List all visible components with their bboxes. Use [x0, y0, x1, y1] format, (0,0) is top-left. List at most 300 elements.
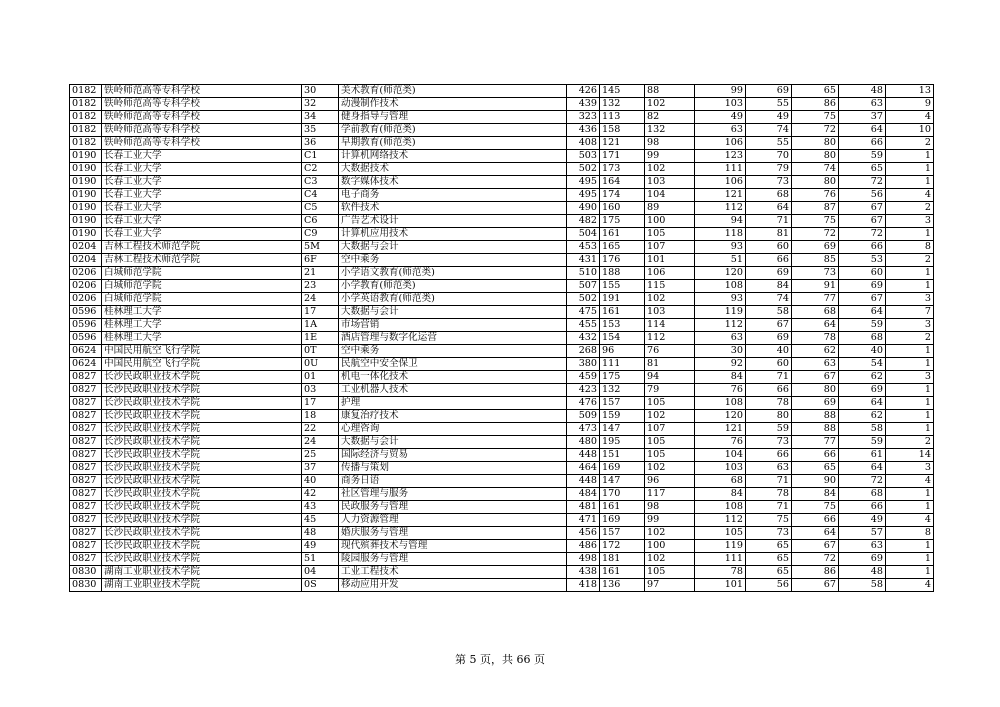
- school-name-cell: 白城师范学院: [102, 267, 302, 280]
- school-code-cell: 0624: [70, 358, 102, 371]
- score-cell: 172: [600, 540, 645, 553]
- score-cell: 64: [746, 202, 792, 215]
- school-name-cell: 长沙民政职业技术学院: [102, 462, 302, 475]
- rank-cell: 4: [886, 514, 934, 527]
- major-code-cell: 37: [302, 462, 339, 475]
- school-name-cell: 长春工业大学: [102, 215, 302, 228]
- score-cell: 107: [645, 423, 695, 436]
- major-code-cell: 03: [302, 384, 339, 397]
- school-name-cell: 长春工业大学: [102, 189, 302, 202]
- major-name-cell: 数字媒体技术: [339, 176, 567, 189]
- score-cell: 102: [645, 410, 695, 423]
- major-code-cell: 17: [302, 306, 339, 319]
- score-cell: 58: [746, 306, 792, 319]
- major-name-cell: 市场营销: [339, 319, 567, 332]
- school-name-cell: 长春工业大学: [102, 202, 302, 215]
- score-cell: 157: [600, 397, 645, 410]
- rank-cell: 1: [886, 163, 934, 176]
- table-row: [70, 254, 934, 267]
- score-cell: 40: [839, 345, 886, 358]
- school-code-cell: 0827: [70, 436, 102, 449]
- table-row: [70, 228, 934, 241]
- score-cell: 136: [600, 579, 645, 592]
- major-name-cell: 健身指导与管理: [339, 111, 567, 124]
- score-cell: 60: [839, 267, 886, 280]
- score-cell: 84: [695, 488, 746, 501]
- score-cell: 59: [839, 319, 886, 332]
- score-cell: 502: [567, 163, 600, 176]
- rank-cell: 4: [886, 189, 934, 202]
- score-cell: 71: [746, 501, 792, 514]
- score-cell: 115: [645, 280, 695, 293]
- major-name-cell: 计算机应用技术: [339, 228, 567, 241]
- admission-scores-table: [69, 84, 934, 592]
- score-cell: 90: [792, 475, 839, 488]
- score-cell: 66: [746, 449, 792, 462]
- major-code-cell: 49: [302, 540, 339, 553]
- score-cell: 476: [567, 397, 600, 410]
- score-cell: 112: [695, 319, 746, 332]
- score-cell: 154: [600, 332, 645, 345]
- score-cell: 66: [746, 254, 792, 267]
- score-cell: 498: [567, 553, 600, 566]
- score-cell: 72: [792, 228, 839, 241]
- score-cell: 51: [695, 254, 746, 267]
- major-name-cell: 大数据技术: [339, 163, 567, 176]
- rank-cell: 4: [886, 579, 934, 592]
- score-cell: 108: [695, 501, 746, 514]
- score-cell: 73: [746, 176, 792, 189]
- major-code-cell: C9: [302, 228, 339, 241]
- score-cell: 117: [645, 488, 695, 501]
- school-name-cell: 长沙民政职业技术学院: [102, 371, 302, 384]
- school-code-cell: 0830: [70, 579, 102, 592]
- table-row: [70, 423, 934, 436]
- score-cell: 57: [839, 527, 886, 540]
- score-cell: 88: [792, 423, 839, 436]
- school-code-cell: 0182: [70, 85, 102, 98]
- major-name-cell: 现代殡葬技术与管理: [339, 540, 567, 553]
- major-name-cell: 电子商务: [339, 189, 567, 202]
- score-cell: 99: [695, 85, 746, 98]
- major-code-cell: 04: [302, 566, 339, 579]
- score-cell: 160: [600, 202, 645, 215]
- score-cell: 132: [645, 124, 695, 137]
- score-cell: 74: [746, 293, 792, 306]
- school-code-cell: 0830: [70, 566, 102, 579]
- major-name-cell: 大数据与会计: [339, 306, 567, 319]
- major-code-cell: 0S: [302, 579, 339, 592]
- score-cell: 155: [600, 280, 645, 293]
- score-cell: 96: [645, 475, 695, 488]
- score-cell: 79: [645, 384, 695, 397]
- school-name-cell: 桂林理工大学: [102, 332, 302, 345]
- score-cell: 101: [695, 579, 746, 592]
- score-cell: 69: [839, 553, 886, 566]
- score-cell: 191: [600, 293, 645, 306]
- score-cell: 504: [567, 228, 600, 241]
- score-cell: 76: [695, 436, 746, 449]
- major-name-cell: 康复治疗技术: [339, 410, 567, 423]
- major-code-cell: 42: [302, 488, 339, 501]
- school-name-cell: 长沙民政职业技术学院: [102, 501, 302, 514]
- score-cell: 92: [695, 358, 746, 371]
- score-cell: 56: [839, 189, 886, 202]
- school-code-cell: 0190: [70, 202, 102, 215]
- score-cell: 181: [600, 553, 645, 566]
- score-cell: 170: [600, 488, 645, 501]
- score-cell: 188: [600, 267, 645, 280]
- major-code-cell: 1A: [302, 319, 339, 332]
- school-code-cell: 0827: [70, 527, 102, 540]
- score-cell: 85: [792, 254, 839, 267]
- table-row: [70, 150, 934, 163]
- major-name-cell: 社区管理与服务: [339, 488, 567, 501]
- score-cell: 74: [792, 163, 839, 176]
- score-cell: 66: [792, 449, 839, 462]
- score-cell: 103: [695, 98, 746, 111]
- rank-cell: 3: [886, 371, 934, 384]
- school-name-cell: 长沙民政职业技术学院: [102, 540, 302, 553]
- school-name-cell: 长春工业大学: [102, 150, 302, 163]
- score-cell: 66: [839, 137, 886, 150]
- major-code-cell: 22: [302, 423, 339, 436]
- school-code-cell: 0827: [70, 501, 102, 514]
- score-cell: 94: [695, 215, 746, 228]
- school-name-cell: 长沙民政职业技术学院: [102, 449, 302, 462]
- major-name-cell: 小学教育(师范类): [339, 280, 567, 293]
- score-cell: 98: [645, 501, 695, 514]
- score-cell: 102: [645, 163, 695, 176]
- school-name-cell: 铁岭师范高等专科学校: [102, 85, 302, 98]
- score-cell: 164: [600, 176, 645, 189]
- school-name-cell: 湖南工业职业技术学院: [102, 579, 302, 592]
- score-cell: 69: [746, 332, 792, 345]
- school-name-cell: 长沙民政职业技术学院: [102, 397, 302, 410]
- school-code-cell: 0624: [70, 345, 102, 358]
- score-cell: 71: [746, 371, 792, 384]
- table-row: [70, 202, 934, 215]
- rank-cell: 1: [886, 501, 934, 514]
- school-code-cell: 0827: [70, 384, 102, 397]
- score-cell: 104: [695, 449, 746, 462]
- school-code-cell: 0190: [70, 189, 102, 202]
- score-cell: 471: [567, 514, 600, 527]
- major-code-cell: 6F: [302, 254, 339, 267]
- score-cell: 75: [792, 215, 839, 228]
- score-cell: 145: [600, 85, 645, 98]
- major-code-cell: 18: [302, 410, 339, 423]
- score-cell: 63: [695, 332, 746, 345]
- major-name-cell: 民政服务与管理: [339, 501, 567, 514]
- score-cell: 66: [839, 501, 886, 514]
- rank-cell: 8: [886, 527, 934, 540]
- score-cell: 86: [792, 566, 839, 579]
- school-name-cell: 白城师范学院: [102, 280, 302, 293]
- table-row: [70, 397, 934, 410]
- school-name-cell: 桂林理工大学: [102, 306, 302, 319]
- rank-cell: 1: [886, 345, 934, 358]
- score-cell: 102: [645, 553, 695, 566]
- table-row: [70, 566, 934, 579]
- score-cell: 161: [600, 501, 645, 514]
- score-cell: 76: [792, 189, 839, 202]
- table-row: [70, 410, 934, 423]
- major-name-cell: 国际经济与贸易: [339, 449, 567, 462]
- score-cell: 72: [839, 228, 886, 241]
- school-name-cell: 中国民用航空飞行学院: [102, 345, 302, 358]
- score-cell: 76: [645, 345, 695, 358]
- score-cell: 88: [645, 85, 695, 98]
- table-row: [70, 384, 934, 397]
- score-cell: 438: [567, 566, 600, 579]
- table-row: [70, 85, 934, 98]
- table-row: [70, 215, 934, 228]
- score-cell: 448: [567, 475, 600, 488]
- score-cell: 93: [695, 293, 746, 306]
- major-code-cell: 32: [302, 98, 339, 111]
- major-name-cell: 小学英语教育(师范类): [339, 293, 567, 306]
- rank-cell: 1: [886, 488, 934, 501]
- score-cell: 455: [567, 319, 600, 332]
- school-code-cell: 0190: [70, 150, 102, 163]
- score-cell: 68: [839, 488, 886, 501]
- school-code-cell: 0190: [70, 215, 102, 228]
- major-code-cell: C3: [302, 176, 339, 189]
- school-code-cell: 0182: [70, 137, 102, 150]
- score-cell: 495: [567, 176, 600, 189]
- table-row: [70, 345, 934, 358]
- school-name-cell: 长沙民政职业技术学院: [102, 410, 302, 423]
- score-cell: 112: [695, 514, 746, 527]
- table-row: [70, 189, 934, 202]
- score-cell: 453: [567, 241, 600, 254]
- table-row: [70, 527, 934, 540]
- score-cell: 87: [792, 202, 839, 215]
- score-cell: 161: [600, 566, 645, 579]
- score-cell: 66: [792, 514, 839, 527]
- score-cell: 63: [839, 98, 886, 111]
- score-cell: 78: [746, 397, 792, 410]
- score-cell: 175: [600, 371, 645, 384]
- rank-cell: 3: [886, 462, 934, 475]
- school-name-cell: 桂林理工大学: [102, 319, 302, 332]
- score-cell: 119: [695, 306, 746, 319]
- score-cell: 448: [567, 449, 600, 462]
- major-code-cell: C4: [302, 189, 339, 202]
- score-cell: 62: [839, 410, 886, 423]
- score-cell: 112: [645, 332, 695, 345]
- score-cell: 106: [645, 267, 695, 280]
- table-row: [70, 540, 934, 553]
- major-code-cell: 34: [302, 111, 339, 124]
- rank-cell: 1: [886, 384, 934, 397]
- score-cell: 175: [600, 215, 645, 228]
- score-cell: 176: [600, 254, 645, 267]
- major-name-cell: 工业工程技术: [339, 566, 567, 579]
- score-cell: 67: [839, 215, 886, 228]
- score-cell: 102: [645, 293, 695, 306]
- score-cell: 48: [839, 85, 886, 98]
- major-code-cell: 1E: [302, 332, 339, 345]
- score-cell: 68: [792, 306, 839, 319]
- score-cell: 49: [839, 514, 886, 527]
- table-row: [70, 267, 934, 280]
- score-cell: 123: [695, 150, 746, 163]
- table-row: [70, 436, 934, 449]
- score-cell: 64: [792, 319, 839, 332]
- score-cell: 93: [695, 241, 746, 254]
- table-row: [70, 488, 934, 501]
- score-cell: 105: [645, 436, 695, 449]
- major-code-cell: C1: [302, 150, 339, 163]
- score-cell: 121: [695, 423, 746, 436]
- score-cell: 102: [645, 462, 695, 475]
- score-cell: 111: [600, 358, 645, 371]
- score-cell: 62: [792, 345, 839, 358]
- score-cell: 67: [792, 371, 839, 384]
- score-cell: 69: [746, 85, 792, 98]
- score-cell: 64: [839, 306, 886, 319]
- score-cell: 73: [746, 527, 792, 540]
- score-cell: 66: [746, 384, 792, 397]
- score-cell: 77: [792, 293, 839, 306]
- score-cell: 120: [695, 267, 746, 280]
- score-cell: 68: [839, 332, 886, 345]
- score-cell: 473: [567, 423, 600, 436]
- score-cell: 80: [746, 410, 792, 423]
- score-cell: 408: [567, 137, 600, 150]
- major-name-cell: 美术教育(师范类): [339, 85, 567, 98]
- major-name-cell: 陵园服务与管理: [339, 553, 567, 566]
- major-name-cell: 软件技术: [339, 202, 567, 215]
- score-cell: 89: [645, 202, 695, 215]
- score-cell: 69: [792, 397, 839, 410]
- score-cell: 72: [792, 553, 839, 566]
- table-row: [70, 124, 934, 137]
- score-cell: 65: [746, 540, 792, 553]
- school-name-cell: 铁岭师范高等专科学校: [102, 98, 302, 111]
- score-cell: 103: [695, 462, 746, 475]
- rank-cell: 1: [886, 228, 934, 241]
- score-cell: 431: [567, 254, 600, 267]
- school-code-cell: 0827: [70, 514, 102, 527]
- table-row: [70, 475, 934, 488]
- rank-cell: 9: [886, 98, 934, 111]
- rank-cell: 1: [886, 553, 934, 566]
- score-cell: 120: [695, 410, 746, 423]
- rank-cell: 10: [886, 124, 934, 137]
- major-name-cell: 婚庆服务与管理: [339, 527, 567, 540]
- score-cell: 68: [695, 475, 746, 488]
- score-cell: 161: [600, 306, 645, 319]
- score-cell: 503: [567, 150, 600, 163]
- score-cell: 72: [839, 475, 886, 488]
- score-cell: 121: [600, 137, 645, 150]
- major-name-cell: 商务日语: [339, 475, 567, 488]
- major-code-cell: 23: [302, 280, 339, 293]
- score-cell: 103: [645, 306, 695, 319]
- score-cell: 480: [567, 436, 600, 449]
- score-cell: 132: [600, 384, 645, 397]
- school-name-cell: 吉林工程技术师范学院: [102, 254, 302, 267]
- school-code-cell: 0827: [70, 488, 102, 501]
- score-cell: 54: [839, 358, 886, 371]
- score-cell: 30: [695, 345, 746, 358]
- major-code-cell: 40: [302, 475, 339, 488]
- table-row: [70, 280, 934, 293]
- school-code-cell: 0182: [70, 111, 102, 124]
- school-name-cell: 长沙民政职业技术学院: [102, 514, 302, 527]
- table-row: [70, 319, 934, 332]
- score-cell: 60: [746, 241, 792, 254]
- rank-cell: 13: [886, 85, 934, 98]
- score-cell: 71: [746, 475, 792, 488]
- school-name-cell: 长沙民政职业技术学院: [102, 488, 302, 501]
- school-code-cell: 0827: [70, 462, 102, 475]
- school-name-cell: 长沙民政职业技术学院: [102, 384, 302, 397]
- score-cell: 65: [792, 85, 839, 98]
- score-cell: 157: [600, 527, 645, 540]
- table-row: [70, 241, 934, 254]
- score-cell: 114: [645, 319, 695, 332]
- score-cell: 67: [839, 293, 886, 306]
- table-row: [70, 306, 934, 319]
- score-cell: 507: [567, 280, 600, 293]
- score-cell: 75: [792, 111, 839, 124]
- score-cell: 475: [567, 306, 600, 319]
- score-cell: 40: [746, 345, 792, 358]
- school-name-cell: 长沙民政职业技术学院: [102, 436, 302, 449]
- major-code-cell: 5M: [302, 241, 339, 254]
- score-cell: 59: [839, 436, 886, 449]
- score-cell: 65: [839, 163, 886, 176]
- score-cell: 70: [746, 150, 792, 163]
- score-cell: 108: [695, 397, 746, 410]
- score-cell: 111: [695, 163, 746, 176]
- school-name-cell: 铁岭师范高等专科学校: [102, 111, 302, 124]
- score-cell: 151: [600, 449, 645, 462]
- rank-cell: 3: [886, 215, 934, 228]
- score-cell: 495: [567, 189, 600, 202]
- score-cell: 380: [567, 358, 600, 371]
- score-cell: 106: [695, 137, 746, 150]
- score-cell: 67: [746, 319, 792, 332]
- score-cell: 169: [600, 514, 645, 527]
- major-name-cell: 小学语文教育(师范类): [339, 267, 567, 280]
- score-cell: 84: [792, 488, 839, 501]
- score-cell: 63: [695, 124, 746, 137]
- table-row: [70, 358, 934, 371]
- score-cell: 490: [567, 202, 600, 215]
- score-cell: 112: [695, 202, 746, 215]
- score-cell: 68: [746, 189, 792, 202]
- score-cell: 105: [645, 566, 695, 579]
- school-code-cell: 0596: [70, 319, 102, 332]
- rank-cell: 14: [886, 449, 934, 462]
- rank-cell: 1: [886, 397, 934, 410]
- rank-cell: 2: [886, 332, 934, 345]
- school-code-cell: 0596: [70, 332, 102, 345]
- score-cell: 439: [567, 98, 600, 111]
- table-row: [70, 449, 934, 462]
- major-code-cell: 36: [302, 137, 339, 150]
- school-name-cell: 吉林工程技术师范学院: [102, 241, 302, 254]
- score-cell: 107: [645, 241, 695, 254]
- table-row: [70, 111, 934, 124]
- major-name-cell: 空中乘务: [339, 254, 567, 267]
- major-code-cell: 17: [302, 397, 339, 410]
